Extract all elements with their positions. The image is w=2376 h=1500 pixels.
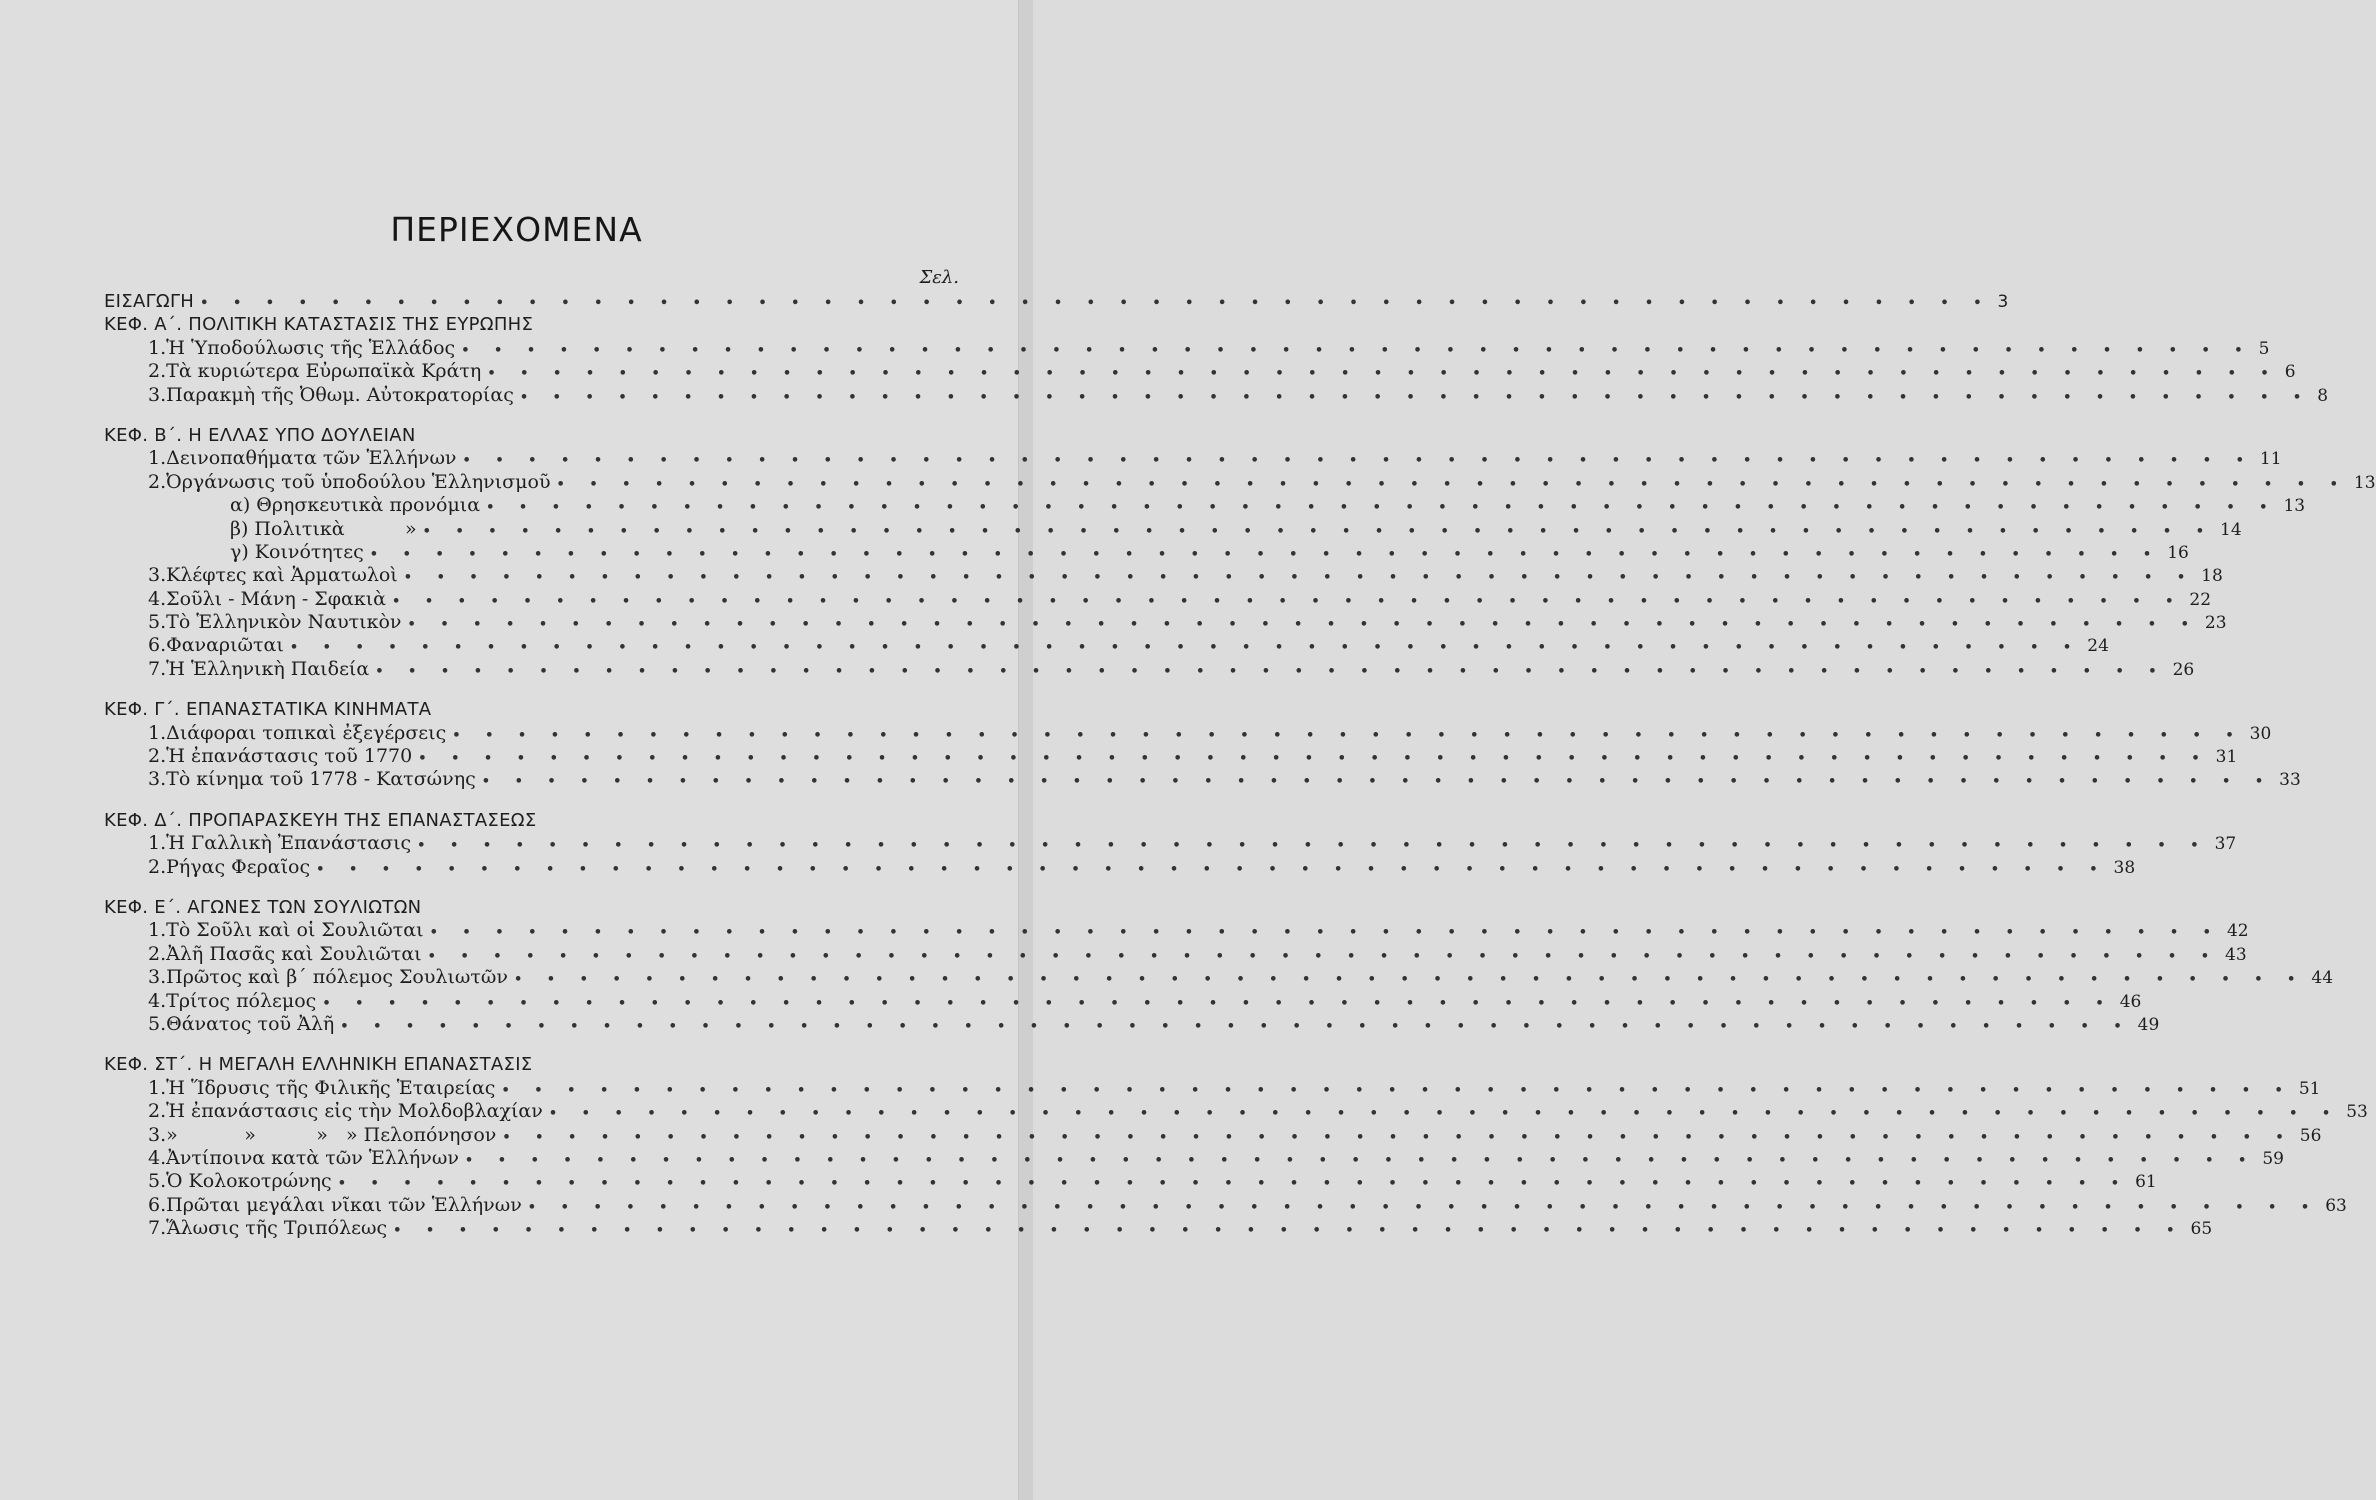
- entry-page: 61: [2135, 1172, 2157, 1193]
- entry-label: Ἀντίποινα κατὰ τῶν Ἑλλήνων: [166, 1146, 459, 1169]
- entry-label: » » » » Πελοπόνησον: [166, 1123, 497, 1146]
- entry-page: 13: [2353, 472, 2376, 493]
- entry-label: Ὀργάνωσις τοῦ ὑποδούλου Ἑλληνισμοῦ: [166, 470, 551, 493]
- entry-page: 8: [2317, 385, 2329, 406]
- toc-entry: [104, 1146, 2284, 1170]
- page-column-label: Σελ.: [919, 267, 959, 288]
- entry-label: Σοῦλι - Μάνη - Σφακιὰ: [166, 587, 386, 610]
- entry-page: 26: [2172, 659, 2195, 680]
- dot-leader: • • • • • • • • • • • • • • • • • • • • • • • • • • • • • • • • • • • • • • • • • • • • • • • • • • • • • • •: [392, 593, 2184, 609]
- entry-label: Ρήγας Φεραῖος: [166, 855, 311, 878]
- toc-entry: [104, 564, 2223, 587]
- toc-entry: [104, 966, 2334, 989]
- toc-entry: [104, 657, 2195, 681]
- toc-entry: [104, 336, 2270, 360]
- toc-entry: [104, 383, 2329, 407]
- entry-number: 3.: [148, 564, 167, 587]
- entry-label: Ἅλωσις τῆς Τριπόλεως: [166, 1217, 388, 1240]
- entry-page: 18: [2201, 566, 2223, 587]
- dot-leader: • • • • • • • • • • • • • • • • • • • • • • • • • • • • • • • • • • • • • • • • • • • • • • • • • • • • • • •: [461, 342, 2253, 358]
- dot-leader: • • • • • • • • • • • • • • • • • • • • • • • • • • • • • • • • • • • • • • • • • • • • • • • • • • • • • • •: [417, 838, 2209, 854]
- entry-number: 1.: [148, 832, 167, 855]
- dot-leader: • • • • • • • • • • • • • • • • • • • • • • • • • • • • • • • • • • • • • • • • • • • • • • • • • • • • • • •: [556, 476, 2348, 492]
- chapter-heading: ΚΕΦ. Γ΄. ΕΠΑΝΑΣΤΑΤΙΚΑ ΚΙΝΗΜΑΤΑ: [104, 699, 432, 721]
- dot-leader: • • • • • • • • • • • • • • • • • • • • • • • • • • • • • • • • • • • • • • • • • • • • • • • • • • • • • • •: [462, 453, 2254, 469]
- entry-number: 5.: [148, 1170, 167, 1193]
- toc-entry: [104, 1217, 2213, 1240]
- toc-entry: [104, 919, 2249, 942]
- entry-number: 1.: [148, 447, 167, 470]
- chapter-heading: ΚΕΦ. Α΄. ΠΟΛΙΤΙΚΗ ΚΑΤΑΣΤΑΣΙΣ ΤΗΣ ΕΥΡΩΠΗΣ: [104, 314, 534, 336]
- entry-page: 23: [2204, 613, 2227, 634]
- entry-page: 13: [2283, 496, 2306, 517]
- entry-label: Τὸ Σοῦλι καὶ οἱ Σουλιῶται: [166, 919, 424, 942]
- toc-entry: [104, 1193, 2347, 1217]
- entry-label: α) Θρησκευτικὰ προνόμια: [230, 494, 481, 517]
- entry-label: Ἡ ἐπανάστασις εἰς τὴν Μολδοβλαχίαν: [166, 1100, 543, 1123]
- toc-entry: [104, 1170, 2157, 1193]
- dot-leader: • • • • • • • • • • • • • • • • • • • • • • • • • • • • • • • • • • • • • • • • • • • • • • • • • • • • • • •: [519, 389, 2312, 405]
- toc-entry: [104, 1100, 2368, 1123]
- entry-number: 2.: [148, 470, 167, 493]
- toc-page: 3: [1997, 292, 2009, 312]
- entry-page: 33: [2279, 770, 2301, 791]
- dot-leader: • • • • • • • • • • • • • • • • • • • • • • • • • • • • • • • • • • • • • • • • • • • • • • • • • • • • • • •: [486, 500, 2278, 516]
- entry-number: 7.: [148, 657, 167, 680]
- toc-entry: [104, 360, 2296, 383]
- entry-page: 53: [2346, 1102, 2368, 1123]
- entry-number: 5.: [148, 1012, 167, 1035]
- entry-label: Τρίτος πόλεμος: [166, 989, 317, 1012]
- entry-label: Τὸ Ἑλληνικὸν Ναυτικὸν: [166, 611, 402, 634]
- dot-leader: • • • • • • • • • • • • • • • • • • • • • • • • • • • • • • • • • • • • • • • • • • • • • • • • • • • • • • •: [393, 1223, 2185, 1239]
- chapter-heading: ΚΕΦ. ΣΤ΄. Η ΜΕΓΑΛΗ ΕΛΛΗΝΙΚΗ ΕΠΑΝΑΣΤΑΣΙΣ: [104, 1054, 533, 1076]
- entry-page: 38: [2113, 857, 2136, 878]
- toc-entry: [104, 989, 2142, 1013]
- dot-leader: • • • • • • • • • • • • • • • • • • • • • • • • • • • • • • • • • • • • • • • • • • • • • • • • • • • • • • •: [513, 972, 2306, 988]
- entry-number: 5.: [148, 611, 167, 634]
- dot-leader: • • • • • • • • • • • • • • • • • • • • • • • • • • • • • • • • • • • • • • • • • • • • • • • • • • • • • • •: [403, 570, 2196, 586]
- entry-page: 51: [2298, 1078, 2321, 1099]
- dot-leader: • • • • • • • • • • • • • • • • • • • • • • • • • • • • • • • • • • • • • • • • • • • • • • • • • • • • • • •: [316, 861, 2108, 877]
- entry-label: Δεινοπαθήματα τῶν Ἑλλήνων: [166, 447, 457, 470]
- entry-page: 24: [2087, 636, 2109, 657]
- entry-page: 56: [2299, 1125, 2322, 1146]
- dot-leader: • • • • • • • • • • • • • • • • • • • • • • • • • • • • • • • • • • • • • • • • • • • • • • • • • • • • • • •: [422, 523, 2215, 539]
- entry-number: 1.: [148, 919, 167, 942]
- entry-label: γ) Κοινότητες: [230, 540, 364, 563]
- entry-label: Ἡ Ὑποδούλωσις τῆς Ἑλλάδος: [166, 336, 456, 359]
- entry-label: Ἀλῆ Πασᾶς καὶ Σουλιῶται: [166, 942, 422, 965]
- toc-entry: [104, 832, 2237, 855]
- entry-number: 4.: [148, 1146, 167, 1169]
- chapter-heading: ΚΕΦ. Δ΄. ΠΡΟΠΑΡΑΣΚΕΥΗ ΤΗΣ ΕΠΑΝΑΣΤΑΣΕΩΣ: [104, 809, 537, 831]
- toc-entry: [104, 587, 2212, 611]
- entry-number: 1.: [148, 1076, 167, 1099]
- entry-number: 7.: [148, 1217, 167, 1240]
- entry-page: 11: [2259, 449, 2282, 470]
- toc-subentry: [104, 540, 2189, 564]
- entry-page: 5: [2258, 338, 2270, 359]
- entry-number: 3.: [148, 966, 167, 989]
- entry-number: 1.: [148, 721, 167, 744]
- entry-page: 43: [2225, 944, 2247, 965]
- entry-page: 16: [2167, 542, 2189, 563]
- entry-number: 2.: [148, 360, 167, 383]
- entry-page: 49: [2137, 1014, 2160, 1035]
- entry-number: 1.: [148, 336, 167, 359]
- entry-number: 6.: [148, 1193, 167, 1216]
- dot-leader: • • • • • • • • • • • • • • • • • • • • • • • • • • • • • • • • • • • • • • • • • • • • • • • • • • • • • • •: [527, 1199, 2320, 1215]
- entry-page: 31: [2215, 747, 2238, 768]
- toc-entry: [104, 1076, 2321, 1100]
- toc-entry: [104, 721, 2272, 745]
- entry-label: Θάνατος τοῦ Ἀλῆ: [166, 1012, 335, 1035]
- dot-leader: • • • • • • • • • • • • • • • • • • • • • • • • • • • • • • • • • • • • • • • • • • • • • • • • • • • • • • •: [487, 366, 2279, 382]
- dot-leader: • • • • • • • • • • • • • • • • • • • • • • • • • • • • • • • • • • • • • • • • • • • • • • • • • • • • • • •: [427, 948, 2220, 964]
- entry-number: 4.: [148, 989, 167, 1012]
- dot-leader: • • • • • • • • • • • • • • • • • • • • • • • • • • • • • • • • • • • • • • • • • • • • • • • • • • • • • • •: [481, 774, 2274, 790]
- dot-leader: • • • • • • • • • • • • • • • • • • • • • • • • • • • • • • • • • • • • • • • • • • • • • • • • • • • • • • •: [289, 640, 2082, 656]
- entry-label: Παρακμὴ τῆς Ὀθωμ. Αὐτοκρατορίας: [166, 383, 514, 406]
- toc-subentry: [104, 494, 2306, 517]
- toc-entry: [104, 855, 2136, 879]
- dot-leader: • • • • • • • • • • • • • • • • • • • • • • • • • • • • • • • • • • • • • • • • • • • • • • • • • • • • • • •: [548, 1106, 2341, 1122]
- entry-label: Διάφοραι τοπικαὶ ἐξεγέρσεις: [166, 721, 447, 744]
- entry-number: 4.: [148, 587, 167, 610]
- dot-leader: • • • • • • • • • • • • • • • • • • • • • • • • • • • • • • • • • • • • • • • • • • • • • • • • • • • • • • •: [452, 727, 2244, 743]
- entry-label: Φαναριῶται: [166, 634, 284, 657]
- dot-leader: • • • • • • • • • • • • • • • • • • • • • • • • • • • • • • • • • • • • • • • • • • • • • • • • • • • • • • •: [502, 1129, 2294, 1145]
- entry-page: 46: [2119, 991, 2142, 1012]
- entry-label: Ἡ Ἵδρυσις τῆς Φιλικῆς Ἑταιρείας: [166, 1076, 496, 1099]
- entry-number: 2.: [148, 942, 167, 965]
- entry-page: 59: [2262, 1148, 2284, 1169]
- dot-leader: • • • • • • • • • • • • • • • • • • • • • • • • • • • • • • • • • • • • • • • • • • • • • • • • • • • • • • •: [501, 1082, 2293, 1098]
- entry-number: 3.: [148, 1123, 167, 1146]
- dot-leader: • • • • • • • • • • • • • • • • • • • • • • • • • • • • • • • • • • • • • • • • • • • • • • • • • • • • • • •: [369, 546, 2162, 562]
- entry-number: 3.: [148, 383, 167, 406]
- dot-leader: • • • • • • • • • • • • • • • • • • • • • • • • • • • • • • • • • • • • • • • • • • • • • • • • • • • • • • •: [407, 617, 2199, 633]
- entry-label: β) Πολιτικὰ »: [230, 517, 417, 540]
- dot-leader: • • • • • • • • • • • • • • • • • • • • • • • • • • • • • • • • • • • • • • • • • • • • • • • • • • • • • • •: [322, 995, 2114, 1011]
- entry-label: Τὸ κίνημα τοῦ 1778 - Κατσώνης: [166, 768, 476, 791]
- entry-label: Κλέφτες καὶ Ἁρματωλοὶ: [166, 564, 398, 587]
- entry-page: 44: [2311, 968, 2334, 989]
- entry-label: Ἡ Γαλλικὴ Ἐπανάστασις: [166, 832, 412, 855]
- dot-leader: • • • • • • • • • • • • • • • • • • • • • • • • • • • • • • • • • • • • • • • • • • • • • • • • • • • • • • •: [200, 296, 1992, 311]
- entry-number: 2.: [148, 745, 167, 768]
- entry-label: Πρῶται μεγάλαι νῖκαι τῶν Ἑλλήνων: [166, 1193, 522, 1216]
- entry-page: 37: [2214, 834, 2237, 855]
- toc-entry: [104, 1123, 2322, 1147]
- entry-page: 14: [2220, 519, 2242, 540]
- dot-leader: • • • • • • • • • • • • • • • • • • • • • • • • • • • • • • • • • • • • • • • • • • • • • • • • • • • • • • •: [340, 1018, 2132, 1034]
- entry-page: 65: [2190, 1219, 2213, 1240]
- table-of-contents: [104, 290, 2376, 1240]
- toc-entry: [104, 745, 2238, 768]
- entry-label: Ἡ ἐπανάστασις τοῦ 1770: [166, 745, 413, 768]
- toc-entry: [104, 634, 2109, 657]
- entry-page: 42: [2226, 921, 2249, 942]
- chapter-heading: ΚΕΦ. Β΄. Η ΕΛΛΑΣ ΥΠΟ ΔΟΥΛΕΙΑΝ: [104, 424, 416, 446]
- toc-entry: [104, 611, 2227, 634]
- entry-page: 30: [2249, 723, 2272, 744]
- entry-number: 2.: [148, 855, 167, 878]
- toc-entry: [104, 447, 2282, 470]
- dot-leader: • • • • • • • • • • • • • • • • • • • • • • • • • • • • • • • • • • • • • • • • • • • • • • • • • • • • • • •: [375, 663, 2167, 679]
- toc-label: ΕΙΣΑΓΩΓΗ: [104, 291, 195, 312]
- dot-leader: • • • • • • • • • • • • • • • • • • • • • • • • • • • • • • • • • • • • • • • • • • • • • • • • • • • • • • •: [464, 1152, 2257, 1168]
- page-title: ΠΕΡΙΕΧΟΜΕΝΑ: [390, 210, 643, 249]
- entry-number: 3.: [148, 768, 167, 791]
- entry-label: Ὁ Κολοκοτρώνης: [166, 1170, 332, 1193]
- chapter-heading: ΚΕΦ. Ε΄. ΑΓΩΝΕΣ ΤΩΝ ΣΟΥΛΙΩΤΩΝ: [104, 896, 422, 918]
- toc-entry: [104, 768, 2301, 791]
- dot-leader: • • • • • • • • • • • • • • • • • • • • • • • • • • • • • • • • • • • • • • • • • • • • • • • • • • • • • • •: [418, 751, 2210, 767]
- entry-label: Τὰ κυριώτερα Εὐρωπαϊκὰ Κράτη: [166, 360, 482, 383]
- entry-label: Πρῶτος καὶ β΄ πόλεμος Σουλιωτῶν: [166, 966, 508, 989]
- dot-leader: • • • • • • • • • • • • • • • • • • • • • • • • • • • • • • • • • • • • • • • • • • • • • • • • • • • • • • •: [337, 1176, 2130, 1192]
- toc-subentry: [104, 517, 2242, 541]
- entry-page: 22: [2189, 589, 2212, 610]
- dot-leader: • • • • • • • • • • • • • • • • • • • • • • • • • • • • • • • • • • • • • • • • • • • • • • • • • • • • • • •: [429, 925, 2221, 941]
- toc-intro: [104, 290, 2009, 313]
- toc-entry: [104, 1012, 2160, 1036]
- toc-entry: [104, 942, 2247, 966]
- entry-page: 63: [2325, 1195, 2347, 1216]
- entry-page: 6: [2284, 362, 2296, 383]
- toc-entry: [104, 470, 2376, 494]
- entry-number: 6.: [148, 634, 167, 657]
- entry-number: 2.: [148, 1100, 167, 1123]
- entry-label: Ἡ Ἑλληνικὴ Παιδεία: [166, 657, 370, 680]
